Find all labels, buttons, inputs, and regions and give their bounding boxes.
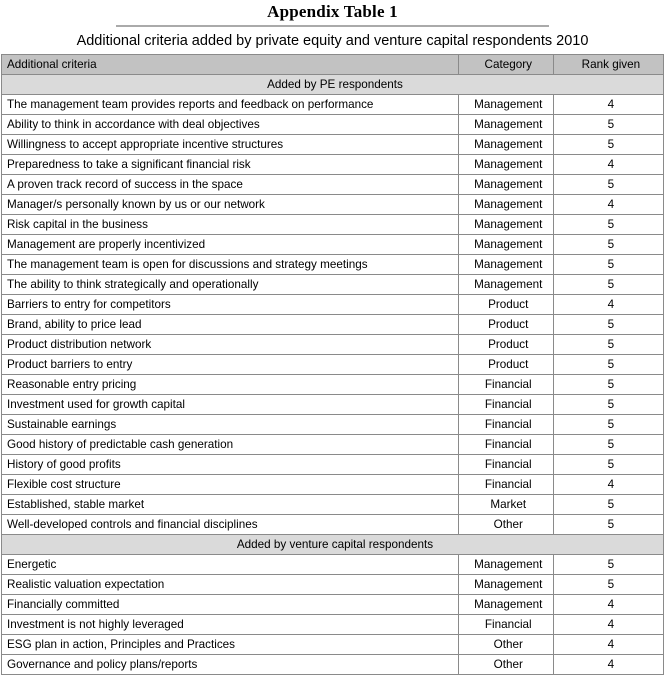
table-row	[2, 175, 664, 195]
cell-category: Management	[458, 95, 553, 115]
cell-rank: 5	[553, 395, 663, 415]
cell-rank: 5	[553, 515, 663, 535]
cell-criteria: Established, stable market	[2, 495, 459, 515]
cell-rank: 5	[553, 555, 663, 575]
table-row	[2, 355, 664, 375]
section-heading: Added by PE respondents	[2, 75, 664, 95]
cell-category: Other	[458, 655, 553, 675]
cell-rank: 5	[553, 415, 663, 435]
cell-criteria: Barriers to entry for competitors	[2, 295, 459, 315]
table-row	[2, 195, 664, 215]
column-header-criteria: Additional criteria	[2, 55, 459, 75]
cell-category: Product	[458, 295, 553, 315]
cell-category: Management	[458, 115, 553, 135]
cell-criteria: The management team is open for discussions and strategy meetings	[2, 255, 459, 275]
table-row	[2, 315, 664, 335]
table-row	[2, 435, 664, 455]
cell-rank: 5	[553, 135, 663, 155]
section-header-row	[2, 535, 664, 555]
cell-criteria: Financially committed	[2, 595, 459, 615]
cell-category: Financial	[458, 415, 553, 435]
table-row	[2, 395, 664, 415]
cell-rank: 4	[553, 655, 663, 675]
cell-rank: 5	[553, 435, 663, 455]
table-row	[2, 555, 664, 575]
cell-rank: 5	[553, 255, 663, 275]
table-body	[2, 75, 664, 675]
cell-criteria: Product barriers to entry	[2, 355, 459, 375]
table-row	[2, 455, 664, 475]
cell-criteria: Sustainable earnings	[2, 415, 459, 435]
cell-criteria: The ability to think strategically and operationally	[2, 275, 459, 295]
cell-criteria: Good history of predictable cash generation	[2, 435, 459, 455]
cell-criteria: ESG plan in action, Principles and Practices	[2, 635, 459, 655]
cell-criteria: Well-developed controls and financial disciplines	[2, 515, 459, 535]
cell-rank: 5	[553, 575, 663, 595]
cell-criteria: Energetic	[2, 555, 459, 575]
cell-category: Financial	[458, 615, 553, 635]
cell-category: Financial	[458, 475, 553, 495]
table-row	[2, 415, 664, 435]
cell-category: Product	[458, 335, 553, 355]
cell-category: Management	[458, 255, 553, 275]
cell-category: Management	[458, 195, 553, 215]
table-header	[2, 55, 664, 75]
table-row	[2, 215, 664, 235]
cell-rank: 4	[553, 595, 663, 615]
cell-criteria: Preparedness to take a significant financial risk	[2, 155, 459, 175]
cell-criteria: Management are properly incentivized	[2, 235, 459, 255]
table-row	[2, 135, 664, 155]
table-row	[2, 275, 664, 295]
cell-rank: 5	[553, 455, 663, 475]
cell-rank: 5	[553, 115, 663, 135]
table-row	[2, 95, 664, 115]
table-row	[2, 295, 664, 315]
cell-category: Financial	[458, 395, 553, 415]
document-page	[0, 2, 665, 671]
cell-rank: 5	[553, 175, 663, 195]
cell-rank: 5	[553, 335, 663, 355]
cell-category: Management	[458, 575, 553, 595]
cell-category: Management	[458, 275, 553, 295]
cell-criteria: History of good profits	[2, 455, 459, 475]
cell-category: Product	[458, 315, 553, 335]
cell-criteria: Brand, ability to price lead	[2, 315, 459, 335]
table-row	[2, 235, 664, 255]
cell-rank: 5	[553, 215, 663, 235]
cell-criteria: Manager/s personally known by us or our network	[2, 195, 459, 215]
cell-category: Other	[458, 515, 553, 535]
cell-rank: 4	[553, 635, 663, 655]
page-title: Appendix Table 1	[267, 2, 398, 21]
cell-criteria: Product distribution network	[2, 335, 459, 355]
cell-rank: 5	[553, 495, 663, 515]
section-heading: Added by venture capital respondents	[2, 535, 664, 555]
table-row	[2, 335, 664, 355]
cell-criteria: Reasonable entry pricing	[2, 375, 459, 395]
cell-category: Market	[458, 495, 553, 515]
table-row	[2, 495, 664, 515]
table-row	[2, 475, 664, 495]
cell-category: Management	[458, 215, 553, 235]
cell-category: Product	[458, 355, 553, 375]
table-caption: Additional criteria added by private equity and venture capital respondents 2010	[76, 33, 589, 49]
cell-criteria: A proven track record of success in the space	[2, 175, 459, 195]
cell-category: Management	[458, 555, 553, 575]
cell-rank: 4	[553, 615, 663, 635]
cell-criteria: Realistic valuation expectation	[2, 575, 459, 595]
cell-criteria: Willingness to accept appropriate incentive structures	[2, 135, 459, 155]
cell-category: Financial	[458, 435, 553, 455]
header-row	[2, 55, 664, 75]
cell-category: Other	[458, 635, 553, 655]
cell-rank: 5	[553, 275, 663, 295]
cell-category: Management	[458, 155, 553, 175]
cell-category: Financial	[458, 375, 553, 395]
table-row	[2, 375, 664, 395]
cell-criteria: Governance and policy plans/reports	[2, 655, 459, 675]
appendix-table	[1, 54, 664, 675]
cell-category: Financial	[458, 455, 553, 475]
cell-rank: 5	[553, 375, 663, 395]
cell-rank: 5	[553, 315, 663, 335]
cell-criteria: Flexible cost structure	[2, 475, 459, 495]
table-row	[2, 595, 664, 615]
cell-category: Management	[458, 135, 553, 155]
cell-criteria: The management team provides reports and feedback on performance	[2, 95, 459, 115]
cell-criteria: Ability to think in accordance with deal objectives	[2, 115, 459, 135]
table-row	[2, 615, 664, 635]
cell-criteria: Risk capital in the business	[2, 215, 459, 235]
table-row	[2, 575, 664, 595]
table-row	[2, 515, 664, 535]
cell-rank: 4	[553, 95, 663, 115]
column-header-category: Category	[458, 55, 553, 75]
cell-rank: 4	[553, 155, 663, 175]
column-header-rank: Rank given	[553, 55, 663, 75]
cell-category: Management	[458, 175, 553, 195]
cell-rank: 4	[553, 195, 663, 215]
table-row	[2, 255, 664, 275]
table-row	[2, 655, 664, 675]
table-row	[2, 155, 664, 175]
title-divider	[116, 25, 549, 27]
cell-rank: 5	[553, 355, 663, 375]
cell-criteria: Investment is not highly leveraged	[2, 615, 459, 635]
cell-category: Management	[458, 595, 553, 615]
cell-rank: 4	[553, 295, 663, 315]
table-row	[2, 115, 664, 135]
section-header-row	[2, 75, 664, 95]
cell-rank: 4	[553, 475, 663, 495]
cell-criteria: Investment used for growth capital	[2, 395, 459, 415]
cell-rank: 5	[553, 235, 663, 255]
cell-category: Management	[458, 235, 553, 255]
